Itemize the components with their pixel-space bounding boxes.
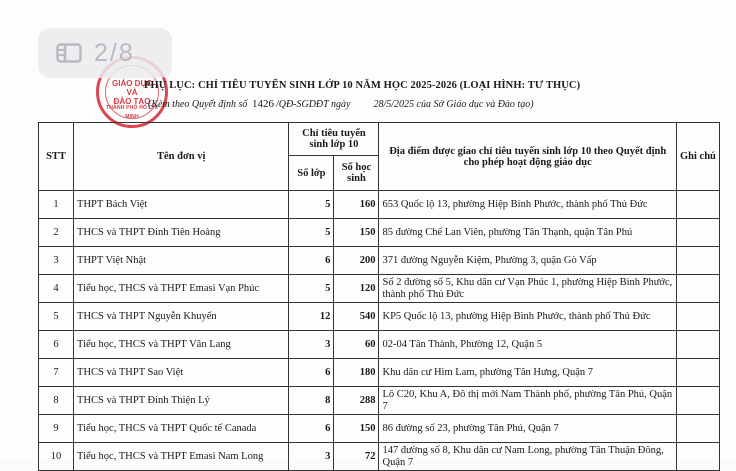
document-subtitle <box>148 98 534 110</box>
header-address: Địa điểm được giao chỉ tiêu tuyển sinh lớp 10 theo Quyết định cho phép hoạt động giáo dục <box>379 123 676 191</box>
cell-note <box>676 191 719 219</box>
cell-address: 85 đường Chế Lan Viên, phường Tân Thạnh, quận Tân Phú <box>379 219 676 247</box>
table-row <box>39 191 720 219</box>
cell-name: THPT Bách Việt <box>74 191 289 219</box>
header-note: Ghi chú <box>676 123 719 191</box>
cell-stt: 9 <box>39 415 74 443</box>
cell-students: 180 <box>334 359 379 387</box>
table-row <box>39 359 720 387</box>
cell-stt: 4 <box>39 275 74 303</box>
cell-classes: 6 <box>289 247 334 275</box>
cell-classes: 5 <box>289 219 334 247</box>
gallery-icon <box>56 43 82 63</box>
cell-note <box>676 387 719 415</box>
cell-classes: 5 <box>289 191 334 219</box>
subtitle-post: của Sở Giáo dục và Đào tạo) <box>416 99 534 110</box>
cell-classes: 8 <box>289 387 334 415</box>
cell-students: 288 <box>334 387 379 415</box>
cell-name: THCS và THPT Đinh Tiên Hoàng <box>74 219 289 247</box>
cell-stt: 7 <box>39 359 74 387</box>
cell-students: 160 <box>334 191 379 219</box>
cell-students: 72 <box>334 443 379 471</box>
cell-address: 02-04 Tân Thành, Phường 12, Quận 5 <box>379 331 676 359</box>
cell-stt: 3 <box>39 247 74 275</box>
cell-name: THPT Việt Nhật <box>74 247 289 275</box>
subtitle-pre: (Kèm theo Quyết định số <box>148 99 248 110</box>
table-row <box>39 415 720 443</box>
cell-address: KP5 Quốc lộ 13, phường Hiệp Bình Phước, thành phố Thủ Đức <box>379 303 676 331</box>
decision-number: 1426 <box>251 98 274 110</box>
decision-suffix: /QĐ-SGDĐT ngày <box>275 99 351 110</box>
cell-note <box>676 415 719 443</box>
cell-address: 86 đường số 23, phường Tân Phú, Quận 7 <box>379 415 676 443</box>
cell-classes: 6 <box>289 415 334 443</box>
document-title: PHỤ LỤC: CHỈ TIÊU TUYỂN SINH LỚP 10 NĂM HỌC 2025-2026 (LOẠI HÌNH: TƯ THỤC) <box>144 80 581 91</box>
cell-address: Số 2 đường số 5, Khu dân cư Vạn Phúc 1, phường Hiệp Bình Phước, thành phố Thủ Đức <box>379 275 676 303</box>
cell-note <box>676 359 719 387</box>
cell-address: Lô C20, Khu A, Đô thị mới Nam Thành phố, phường Tân Phú, Quận 7 <box>379 387 676 415</box>
cell-classes: 6 <box>289 359 334 387</box>
cell-students: 150 <box>334 219 379 247</box>
cell-address: 653 Quốc lộ 13, phường Hiệp Bình Phước, thành phố Thủ Đức <box>379 191 676 219</box>
cell-name: Tiểu học, THCS và THPT Văn Lang <box>74 331 289 359</box>
cell-classes: 5 <box>289 275 334 303</box>
cell-note <box>676 219 719 247</box>
header-classes: Số lớp <box>289 156 334 191</box>
cell-students: 120 <box>334 275 379 303</box>
cell-name: Tiểu học, THCS và THPT Quốc tế Canada <box>74 415 289 443</box>
cell-classes: 3 <box>289 331 334 359</box>
quota-table <box>38 122 720 471</box>
cell-students: 60 <box>334 331 379 359</box>
cell-address: Khu dân cư Him Lam, phường Tân Hưng, Quận 7 <box>379 359 676 387</box>
page-counter: 2/8 <box>94 38 135 67</box>
cell-note <box>676 331 719 359</box>
cell-students: 540 <box>334 303 379 331</box>
table-row <box>39 303 720 331</box>
seal-ring-text: THÀNH PHỐ HỒ CHÍ MINH <box>106 105 158 120</box>
cell-note <box>676 443 719 471</box>
table-row <box>39 247 720 275</box>
header-name: Tên đơn vị <box>74 123 289 191</box>
header-quota: Chỉ tiêu tuyển sinh lớp 10 <box>289 123 379 156</box>
cell-students: 150 <box>334 415 379 443</box>
seal-line-3: ĐÀO TẠO <box>113 96 151 106</box>
seal-line-1: GIÁO DỤC <box>112 78 152 88</box>
page-indicator[interactable] <box>38 28 172 78</box>
cell-note <box>676 303 719 331</box>
table-row <box>39 387 720 415</box>
table-row <box>39 219 720 247</box>
table-row <box>39 443 720 471</box>
cell-name: THCS và THPT Sao Việt <box>74 359 289 387</box>
cell-stt: 1 <box>39 191 74 219</box>
cell-classes: 3 <box>289 443 334 471</box>
cell-stt: 5 <box>39 303 74 331</box>
cell-classes: 12 <box>289 303 334 331</box>
header-students: Số học sinh <box>334 156 379 191</box>
cell-name: THCS và THPT Đinh Thiện Lý <box>74 387 289 415</box>
cell-students: 200 <box>334 247 379 275</box>
seal-line-2: VÀ <box>126 87 138 97</box>
cell-note <box>676 275 719 303</box>
cell-address: 371 đường Nguyễn Kiệm, Phường 3, quận Gò Vấp <box>379 247 676 275</box>
cell-name: Tiểu học, THCS và THPT Emasi Vạn Phúc <box>74 275 289 303</box>
cell-note <box>676 247 719 275</box>
cell-stt: 8 <box>39 387 74 415</box>
table-row <box>39 275 720 303</box>
cell-stt: 2 <box>39 219 74 247</box>
header-stt: STT <box>39 123 74 191</box>
cell-stt: 10 <box>39 443 74 471</box>
cell-name: THCS và THPT Nguyễn Khuyến <box>74 303 289 331</box>
table-row <box>39 331 720 359</box>
decision-date: 28/5/2025 <box>373 99 415 110</box>
cell-address: 147 đường số 8, Khu dân cư Nam Long, phường Tân Thuận Đông, Quận 7 <box>379 443 676 471</box>
cell-stt: 6 <box>39 331 74 359</box>
cell-name: Tiểu học, THCS và THPT Emasi Nam Long <box>74 443 289 471</box>
